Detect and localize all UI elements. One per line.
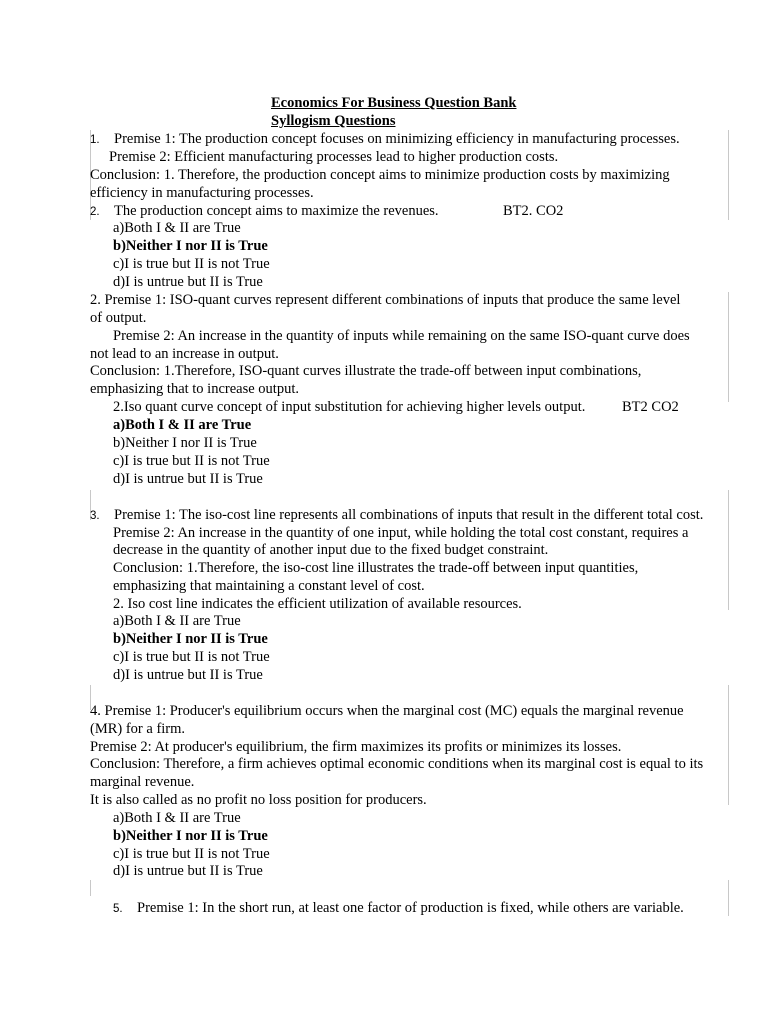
table-border-left bbox=[90, 880, 91, 896]
question-1-option-a: a)Both I & II are True bbox=[113, 220, 241, 236]
question-1-option-c: c)I is true but II is not True bbox=[113, 256, 270, 272]
question-1-tag: BT2. CO2 bbox=[503, 203, 564, 219]
question-4-option-d: d)I is untrue but II is True bbox=[113, 863, 263, 879]
question-3-conclusion-2: 2. Iso cost line indicates the efficient utilization of available resources. bbox=[113, 596, 522, 612]
question-3-option-c: c)I is true but II is not True bbox=[113, 649, 270, 665]
question-2-option-b: b)Neither I nor II is True bbox=[113, 435, 257, 451]
question-1-conclusion-1-cont: efficiency in manufacturing processes. bbox=[90, 185, 314, 201]
table-border-right bbox=[728, 490, 729, 610]
question-2-premise-1: 2. Premise 1: ISO-quant curves represent different combinations of inputs that produce the same level bbox=[90, 292, 681, 308]
question-3-option-d: d)I is untrue but II is True bbox=[113, 667, 263, 683]
question-number: 1. bbox=[90, 134, 100, 146]
question-number: 5. bbox=[113, 903, 123, 915]
question-1-option-d: d)I is untrue but II is True bbox=[113, 274, 263, 290]
question-4-option-a: a)Both I & II are True bbox=[113, 810, 241, 826]
table-border-right bbox=[728, 685, 729, 805]
question-4-option-b: b)Neither I nor II is True bbox=[113, 828, 268, 844]
question-4-conclusion-1-cont: marginal revenue. bbox=[90, 774, 195, 790]
conclusion-number: 2. bbox=[90, 206, 100, 218]
question-2-premise-2-cont: not lead to an increase in output. bbox=[90, 346, 279, 362]
table-border-right bbox=[728, 880, 729, 916]
question-3-premise-2-cont: decrease in the quantity of another input due to the fixed budget constraint. bbox=[113, 542, 549, 558]
table-border-right bbox=[728, 130, 729, 220]
question-2-premise-2: Premise 2: An increase in the quantity of inputs while remaining on the same ISO-quant curve does bbox=[113, 328, 690, 344]
question-number: 3. bbox=[90, 510, 100, 522]
table-border-right bbox=[728, 292, 729, 402]
question-3-option-b: b)Neither I nor II is True bbox=[113, 631, 268, 647]
question-1-conclusion-1: Conclusion: 1. Therefore, the production concept aims to minimize production costs by maximizing bbox=[90, 167, 670, 183]
question-4-conclusion-2: It is also called as no profit no loss position for producers. bbox=[90, 792, 427, 808]
question-3-option-a: a)Both I & II are True bbox=[113, 613, 241, 629]
question-2-tag: BT2 CO2 bbox=[622, 399, 679, 415]
question-1-conclusion-2: 2. The production concept aims to maximize the revenues. bbox=[90, 203, 439, 219]
question-2-conclusion-2: 2.Iso quant curve concept of input substitution for achieving higher levels output. bbox=[113, 399, 586, 415]
question-4-conclusion-1: Conclusion: Therefore, a firm achieves optimal economic conditions when its marginal cost is equal to its bbox=[90, 756, 704, 772]
question-3-premise-2: Premise 2: An increase in the quantity of one input, while holding the total cost constant, requires a bbox=[113, 525, 689, 541]
document-title: Economics For Business Question Bank bbox=[271, 95, 517, 111]
question-2-option-a: a)Both I & II are True bbox=[113, 417, 252, 433]
question-2-premise-1-cont: of output. bbox=[90, 310, 147, 326]
question-4-premise-1: 4. Premise 1: Producer's equilibrium occurs when the marginal cost (MC) equals the marginal revenue bbox=[90, 703, 684, 719]
question-4-premise-2: Premise 2: At producer's equilibrium, the firm maximizes its profits or minimizes its losses. bbox=[90, 739, 622, 755]
question-3-premise-1: 3. Premise 1: The iso-cost line represents all combinations of inputs that result in the different total cost. bbox=[90, 507, 704, 523]
question-1-option-b: b)Neither I nor II is True bbox=[113, 238, 268, 254]
question-3-conclusion-1-cont: emphasizing that maintaining a constant level of cost. bbox=[113, 578, 425, 594]
section-title: Syllogism Questions bbox=[271, 113, 396, 129]
question-2-conclusion-1-cont: emphasizing that to increase output. bbox=[90, 381, 299, 397]
question-2-option-c: c)I is true but II is not True bbox=[113, 453, 270, 469]
question-2-option-d: d)I is untrue but II is True bbox=[113, 471, 263, 487]
question-1-premise-1: 1. Premise 1: The production concept focuses on minimizing efficiency in manufacturing processes. bbox=[90, 131, 680, 147]
question-3-conclusion-1: Conclusion: 1.Therefore, the iso-cost line illustrates the trade-off between input quantities, bbox=[113, 560, 639, 576]
question-4-option-c: c)I is true but II is not True bbox=[113, 846, 270, 862]
question-5-premise-1: 5. Premise 1: In the short run, at least one factor of production is fixed, while others are variable. bbox=[113, 900, 684, 916]
question-2-conclusion-1: Conclusion: 1.Therefore, ISO-quant curves illustrate the trade-off between input combinations, bbox=[90, 363, 642, 379]
question-1-premise-2: Premise 2: Efficient manufacturing processes lead to higher production costs. bbox=[109, 149, 559, 165]
question-4-premise-1-cont: (MR) for a firm. bbox=[90, 721, 186, 737]
